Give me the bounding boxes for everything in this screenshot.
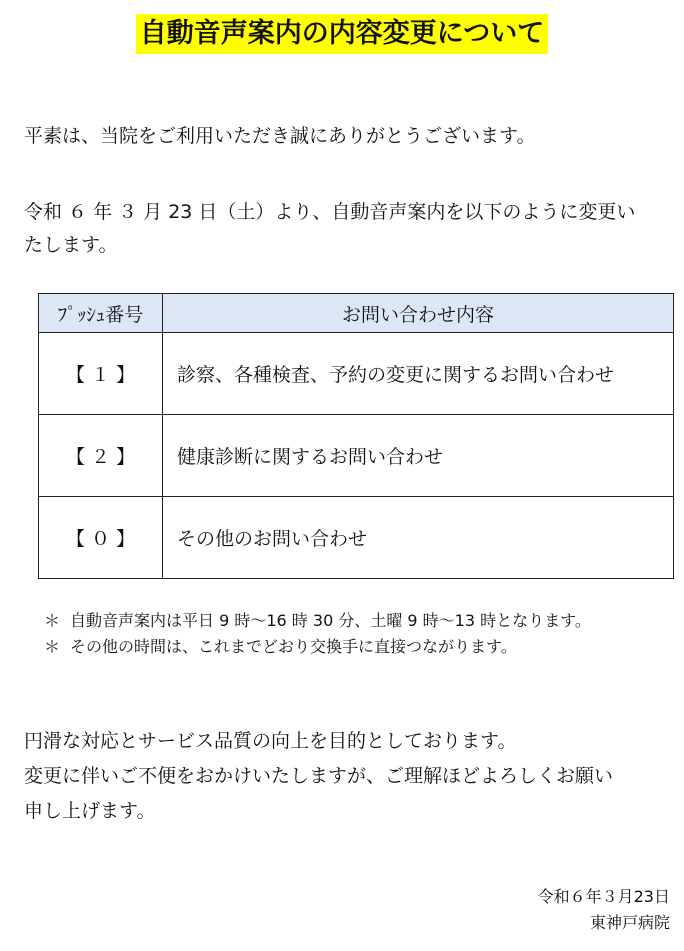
header-inquiry-content: お問い合わせ内容 <box>163 294 674 333</box>
intro-line-2a: 令和 ６ 年 ３ 月 23 日（土）より、自動音声案内を以下のように変更い <box>24 201 636 223</box>
asterisk-mark: ＊ <box>44 611 61 630</box>
intro-announcement <box>24 196 664 262</box>
closing-paragraph <box>24 724 664 829</box>
notes-list <box>44 608 674 660</box>
asterisk-mark: ＊ <box>44 637 61 656</box>
table-row <box>39 333 674 415</box>
intro-line-2b: たします。 <box>24 234 118 256</box>
intro-greeting <box>24 120 664 153</box>
hospital-name: 東神戸病院 <box>589 913 670 932</box>
title-container <box>0 14 684 54</box>
closing-line-1: 円滑な対応とサービス品質の向上を目的としております。 <box>24 730 517 752</box>
signature-block <box>538 884 670 936</box>
page-title: 自動音声案内の内容変更について <box>136 14 548 54</box>
table-header-row <box>39 294 674 333</box>
table-row <box>39 415 674 497</box>
note-text: 自動音声案内は平日 9 時～16 時 30 分、土曜 9 時～13 時となります。 <box>70 611 591 630</box>
inquiry-content-cell: その他のお問い合わせ <box>163 497 674 579</box>
closing-line-2: 変更に伴いご不便をおかけいたしますが、ご理解ほどよろしくお願い <box>24 765 614 787</box>
table-row <box>39 497 674 579</box>
closing-line-3: 申し上げます。 <box>24 800 156 822</box>
push-number-cell: 【 ２ 】 <box>39 415 163 497</box>
push-number-cell: 【 １ 】 <box>39 333 163 415</box>
push-number-table <box>38 293 674 579</box>
intro-line-1: 平素は、当院をご利用いただき誠にありがとうございます。 <box>24 125 536 147</box>
note-item <box>44 608 674 634</box>
note-item <box>44 634 674 660</box>
signature-date: 令和６年３月23日 <box>537 887 670 906</box>
header-push-number: ﾌﾟｯｼｭ番号 <box>39 294 163 333</box>
inquiry-content-cell: 健康診断に関するお問い合わせ <box>163 415 674 497</box>
note-text: その他の時間は、これまでどおり交換手に直接つながります。 <box>70 637 517 656</box>
inquiry-content-cell: 診察、各種検査、予約の変更に関するお問い合わせ <box>163 333 674 415</box>
push-number-cell: 【 ０ 】 <box>39 497 163 579</box>
